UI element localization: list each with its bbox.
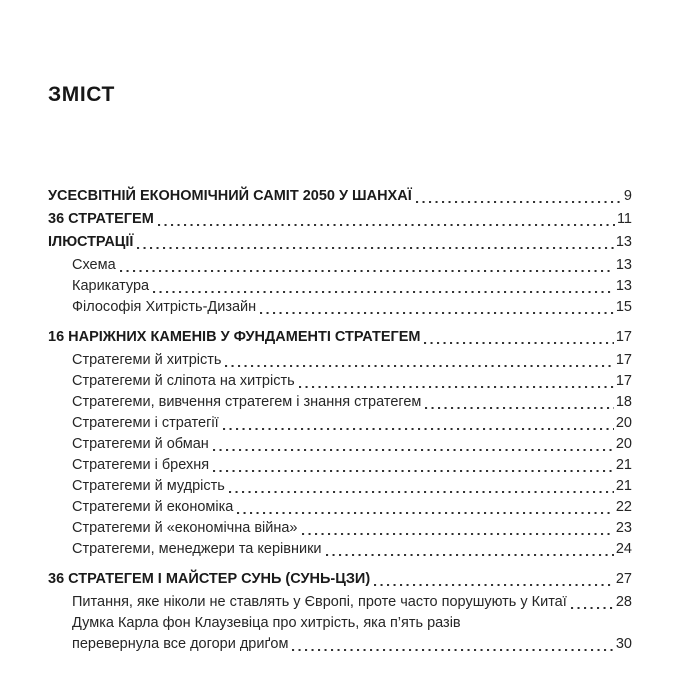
- toc-entry: [48, 232, 632, 253]
- toc-entry-label: Стратегеми, менеджери та керівники: [72, 541, 322, 557]
- toc-entry-label: Стратегеми, вивчення стратегем і знання стратегем: [72, 394, 422, 410]
- toc-entry: [48, 327, 632, 348]
- toc-entry-page-number: 30: [615, 636, 632, 652]
- dot-leader: [158, 224, 615, 226]
- toc-entry-page-number: 13: [615, 257, 632, 273]
- dot-leader: [225, 365, 613, 367]
- dot-leader: [120, 270, 614, 272]
- toc-entry-label: Стратегеми й економіка: [72, 499, 234, 515]
- toc-entry-page-number: 23: [615, 520, 632, 536]
- dot-leader: [237, 512, 614, 514]
- dot-leader: [326, 554, 614, 556]
- toc-entry-label: Питання, яке ніколи не ставлять у Європі, проте часто порушують у Китаї: [72, 594, 567, 610]
- toc-entry-page-number: 13: [615, 234, 632, 250]
- toc-entry: [48, 186, 632, 207]
- toc-entry: [48, 634, 632, 655]
- dot-leader: [571, 607, 614, 609]
- dot-leader: [425, 407, 613, 409]
- toc-entry-page-number: 27: [615, 571, 632, 587]
- toc-entry-label: УСЕСВІТНІЙ ЕКОНОМІЧНИЙ САМІТ 2050 У ШАНХАЇ: [48, 188, 412, 204]
- page-title: ЗМІСТ: [48, 83, 115, 106]
- dot-leader: [424, 342, 613, 344]
- toc-entry: [48, 392, 632, 413]
- toc-entry: [48, 455, 632, 476]
- toc-entry: [48, 413, 632, 434]
- dot-leader: [374, 584, 614, 586]
- toc-entry-label: Стратегеми й мудрість: [72, 478, 225, 494]
- toc-entry-label: перевернула все догори дриґом: [72, 636, 289, 652]
- toc-entry: [48, 297, 632, 318]
- dot-leader: [416, 201, 622, 203]
- dot-leader: [213, 470, 614, 472]
- toc-entry-label: 36 СТРАТЕГЕМ: [48, 211, 154, 227]
- toc-entry: [48, 518, 632, 539]
- toc-entry: [48, 350, 632, 371]
- dot-leader: [229, 491, 614, 493]
- toc-entry-page-number: 13: [615, 278, 632, 294]
- toc-entry-page-number: 18: [615, 394, 632, 410]
- toc-list: [48, 186, 632, 655]
- dot-leader: [260, 312, 614, 314]
- toc-entry: [48, 209, 632, 230]
- toc-entry-page-number: 22: [615, 499, 632, 515]
- toc-entry: [48, 371, 632, 392]
- toc-entry-label: Стратегеми й хитрість: [72, 352, 222, 368]
- dot-leader: [213, 449, 614, 451]
- toc-entry-label: Стратегеми і стратегії: [72, 415, 219, 431]
- toc-entry-label: ІЛЮСТРАЦІЇ: [48, 234, 134, 250]
- toc-entry-page-number: 17: [615, 352, 632, 368]
- toc-entry-page-number: 20: [615, 436, 632, 452]
- dot-leader: [299, 386, 614, 388]
- toc-entry: [48, 592, 632, 613]
- toc-entry-page-number: 9: [623, 188, 632, 204]
- toc-entry: [48, 255, 632, 276]
- toc-entry-page-number: 24: [615, 541, 632, 557]
- toc-entry: [48, 276, 632, 297]
- toc-entry-label: Думка Карла фон Клаузевіца про хитрість, яка п’ять разів: [72, 615, 461, 631]
- toc-entry-page-number: 17: [615, 373, 632, 389]
- toc-entry-label: Стратегеми й сліпота на хитрість: [72, 373, 295, 389]
- toc-entry: [48, 434, 632, 455]
- dot-leader: [153, 291, 614, 293]
- toc-entry: [48, 569, 632, 590]
- toc-entry-label: Схема: [72, 257, 116, 273]
- toc-entry-label: 36 СТРАТЕГЕМ І МАЙСТЕР СУНЬ (СУНЬ-ЦЗИ): [48, 571, 371, 587]
- dot-leader: [302, 533, 614, 535]
- toc-entry-label: Стратегеми і брехня: [72, 457, 210, 473]
- toc-entry: [48, 476, 632, 497]
- toc-entry-page-number: 28: [615, 594, 632, 610]
- toc-entry-page-number: 11: [616, 211, 632, 227]
- toc-entry-label: Карикатура: [72, 278, 150, 294]
- dot-leader: [292, 649, 613, 651]
- toc-entry-label: Стратегеми й обман: [72, 436, 209, 452]
- toc-entry-page-number: 21: [615, 478, 632, 494]
- dot-leader: [223, 428, 614, 430]
- toc-entry: [48, 613, 632, 634]
- dot-leader: [137, 247, 613, 249]
- toc-entry-page-number: 15: [615, 299, 632, 315]
- toc-entry-label: 16 НАРІЖНИХ КАМЕНІВ У ФУНДАМЕНТІ СТРАТЕГЕМ: [48, 329, 421, 345]
- toc-entry-label: Філософія Хитрість-Дизайн: [72, 299, 257, 315]
- toc-entry-page-number: 21: [615, 457, 632, 473]
- toc-entry: [48, 497, 632, 518]
- toc-entry-page-number: 20: [615, 415, 632, 431]
- toc-entry-label: Стратегеми й «економічна війна»: [72, 520, 298, 536]
- toc-entry: [48, 539, 632, 560]
- toc-entry-page-number: 17: [615, 329, 632, 345]
